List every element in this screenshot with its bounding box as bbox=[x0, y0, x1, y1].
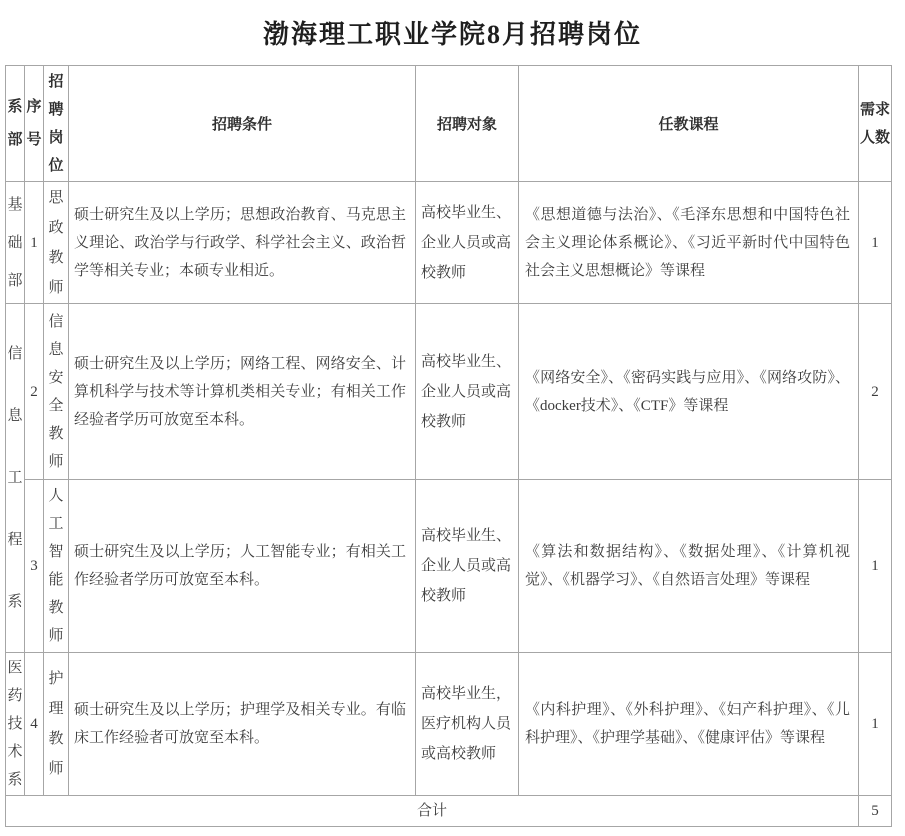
header-row bbox=[6, 66, 892, 182]
courses-cell: 《思想道德与法治》、《毛泽东思想和中国特色社会主义理论体系概论》、《习近平新时代中国特色社会主义思想概论》等课程 bbox=[519, 182, 859, 304]
recruitment-table bbox=[5, 65, 892, 827]
target-cell: 高校毕业生，医疗机构人员或高校教师 bbox=[416, 653, 519, 796]
table-row bbox=[6, 182, 892, 304]
department-cell: 基础部 bbox=[6, 182, 25, 304]
row-number: 4 bbox=[25, 653, 44, 796]
requirements-cell: 硕士研究生及以上学历；思想政治教育、马克思主义理论、政治学与行政学、科学社会主义、政治哲学等相关专业；本硕专业相近。 bbox=[69, 182, 416, 304]
col-header-requirements: 招聘条件 bbox=[69, 66, 416, 182]
courses-cell: 《内科护理》、《外科护理》、《妇产科护理》、《儿科护理》、《护理学基础》、《健康评估》等课程 bbox=[519, 653, 859, 796]
requirements-cell: 硕士研究生及以上学历；网络工程、网络安全、计算机科学与技术等计算机类相关专业；有相关工作经验者学历可放宽至本科。 bbox=[69, 304, 416, 480]
headcount-cell: 1 bbox=[859, 182, 892, 304]
target-cell: 高校毕业生、企业人员或高校教师 bbox=[416, 304, 519, 480]
department-cell: 医药技术系 bbox=[6, 653, 25, 796]
col-header-number: 序号 bbox=[25, 66, 44, 182]
row-number: 3 bbox=[25, 480, 44, 653]
row-number: 1 bbox=[25, 182, 44, 304]
position-cell: 护理教师 bbox=[44, 653, 69, 796]
headcount-cell: 2 bbox=[859, 304, 892, 480]
table-row bbox=[6, 480, 892, 653]
courses-cell: 《算法和数据结构》、《数据处理》、《计算机视觉》、《机器学习》、《自然语言处理》等课程 bbox=[519, 480, 859, 653]
total-headcount-cell: 5 bbox=[859, 796, 892, 827]
row-number: 2 bbox=[25, 304, 44, 480]
position-cell: 信息安全教师 bbox=[44, 304, 69, 480]
target-cell: 高校毕业生、企业人员或高校教师 bbox=[416, 480, 519, 653]
col-header-courses: 任教课程 bbox=[519, 66, 859, 182]
table-row bbox=[6, 304, 892, 480]
col-header-position: 招聘岗位 bbox=[44, 66, 69, 182]
page-title: 渤海理工职业学院8月招聘岗位 bbox=[262, 20, 642, 49]
total-row bbox=[6, 796, 892, 827]
requirements-cell: 硕士研究生及以上学历；护理学及相关专业。有临床工作经验者可放宽至本科。 bbox=[69, 653, 416, 796]
target-cell: 高校毕业生、企业人员或高校教师 bbox=[416, 182, 519, 304]
total-label-cell: 合计 bbox=[6, 796, 859, 827]
position-cell: 人工智能教师 bbox=[44, 480, 69, 653]
col-header-headcount: 需求人数 bbox=[859, 66, 892, 182]
headcount-cell: 1 bbox=[859, 653, 892, 796]
position-cell: 思政教师 bbox=[44, 182, 69, 304]
headcount-cell: 1 bbox=[859, 480, 892, 653]
requirements-cell: 硕士研究生及以上学历；人工智能专业；有相关工作经验者学历可放宽至本科。 bbox=[69, 480, 416, 653]
courses-cell: 《网络安全》、《密码实践与应用》、《网络攻防》、《docker技术》、《CTF》等课程 bbox=[519, 304, 859, 480]
table-row bbox=[6, 653, 892, 796]
department-cell: 信息工程系 bbox=[6, 304, 25, 653]
col-header-target: 招聘对象 bbox=[416, 66, 519, 182]
col-header-department: 系部 bbox=[6, 66, 25, 182]
